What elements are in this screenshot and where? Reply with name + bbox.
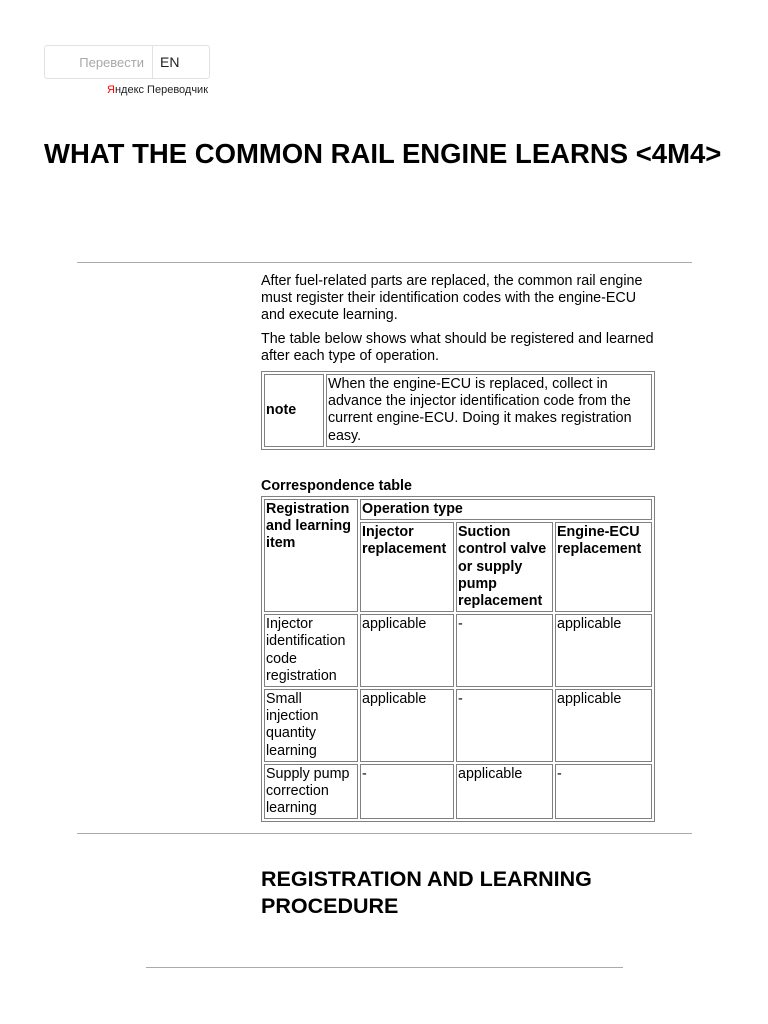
table-cell: applicable xyxy=(555,614,652,687)
row-item: Injector identification code registration xyxy=(264,614,358,687)
note-text: When the engine-ECU is replaced, collect in advance the injector identification code from the current engine-ECU. Doing it makes registration easy. xyxy=(326,374,652,447)
row-item: Supply pump correction learning xyxy=(264,764,358,820)
yandex-credit-y: Я xyxy=(107,84,115,96)
table-row xyxy=(264,689,652,762)
row-item: Small injection quantity learning xyxy=(264,689,358,762)
bottom-divider xyxy=(146,967,623,968)
table-cell: - xyxy=(555,764,652,820)
top-divider xyxy=(77,262,692,263)
item-column-header: Registration and learning item xyxy=(264,499,358,612)
intro-paragraph-2: The table below shows what should be registered and learned after each type of operation. xyxy=(261,330,654,364)
table-cell: applicable xyxy=(456,764,553,820)
table-row xyxy=(264,614,652,687)
table-cell: - xyxy=(456,689,553,762)
table-header-row xyxy=(264,499,652,520)
correspondence-table xyxy=(261,496,655,822)
middle-divider xyxy=(77,833,692,834)
intro-paragraph-1: After fuel-related parts are replaced, the common rail engine must register their identification codes with the engine-ECU and execute learning. xyxy=(261,273,643,324)
yandex-translator-link[interactable] xyxy=(107,84,208,96)
table-row xyxy=(264,764,652,820)
operation-type-header: Operation type xyxy=(360,499,652,520)
column-header-injector: Injector replacement xyxy=(360,522,454,612)
column-header-suction: Suction control valve or supply pump replacement xyxy=(456,522,553,612)
note-label: note xyxy=(264,374,324,447)
table-cell: applicable xyxy=(360,614,454,687)
section-title: REGISTRATION AND LEARNING PROCEDURE xyxy=(261,867,592,918)
main-content xyxy=(261,273,655,822)
page-title: WHAT THE COMMON RAIL ENGINE LEARNS <4M4> xyxy=(44,138,722,169)
table-cell: - xyxy=(360,764,454,820)
table-caption: Correspondence table xyxy=(261,477,412,494)
note-table xyxy=(261,371,655,450)
note-row xyxy=(264,374,652,447)
table-cell: - xyxy=(456,614,553,687)
yandex-credit-rest: ндекс Переводчик xyxy=(114,84,209,96)
table-cell: applicable xyxy=(360,689,454,762)
table-cell: applicable xyxy=(555,689,652,762)
translate-widget xyxy=(44,45,210,79)
translate-button[interactable]: Перевести xyxy=(45,46,153,78)
language-select[interactable]: EN xyxy=(160,54,180,70)
column-header-ecu: Engine-ECU replacement xyxy=(555,522,652,612)
